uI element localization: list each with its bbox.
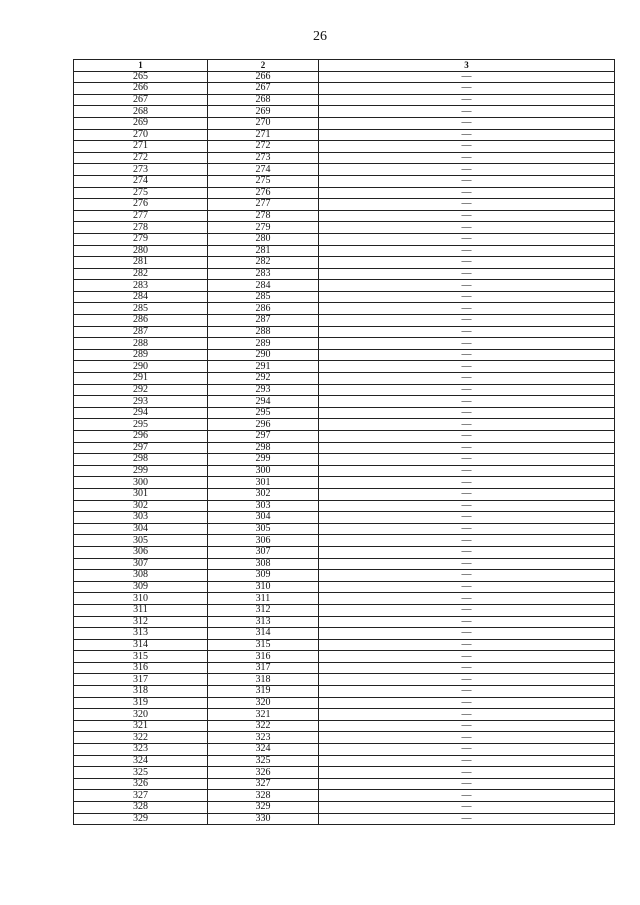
table-row [74,141,615,153]
table-cell-col3: — [319,651,615,663]
table-row [74,71,615,83]
table-row [74,291,615,303]
table-cell-col2: 307 [208,546,319,558]
table-row [74,604,615,616]
table-cell-col3: — [319,361,615,373]
table-row [74,686,615,698]
table-cell-col3: — [319,164,615,176]
table-cell-col2: 272 [208,141,319,153]
table-cell-col1: 285 [74,303,208,315]
table-cell-col1: 293 [74,396,208,408]
table-cell-col3: — [319,117,615,129]
table-cell-col1: 316 [74,662,208,674]
table-cell-col2: 275 [208,175,319,187]
table-cell-col2: 287 [208,315,319,327]
table-cell-col1: 313 [74,628,208,640]
table-cell-col1: 296 [74,431,208,443]
table-cell-col2: 282 [208,257,319,269]
table-cell-col1: 274 [74,175,208,187]
table-row [74,407,615,419]
table-cell-col1: 276 [74,199,208,211]
table-cell-col2: 317 [208,662,319,674]
table-cell-col1: 324 [74,755,208,767]
table-row [74,361,615,373]
table-cell-col3: — [319,778,615,790]
table-cell-col2: 276 [208,187,319,199]
table-cell-col3: — [319,175,615,187]
table-cell-col3: — [319,639,615,651]
table-cell-col3: — [319,291,615,303]
table-cell-col3: — [319,199,615,211]
table-cell-col2: 304 [208,512,319,524]
table-cell-col3: — [319,546,615,558]
table-cell-col2: 283 [208,268,319,280]
table-row [74,280,615,292]
table-cell-col2: 277 [208,199,319,211]
data-table [73,59,615,825]
table-cell-col1: 282 [74,268,208,280]
table-row [74,697,615,709]
table-cell-col1: 301 [74,488,208,500]
table-row [74,431,615,443]
table-cell-col2: 293 [208,384,319,396]
table-row [74,175,615,187]
table-row [74,164,615,176]
table-cell-col1: 312 [74,616,208,628]
table-cell-col1: 292 [74,384,208,396]
table-cell-col1: 315 [74,651,208,663]
table-cell-col1: 290 [74,361,208,373]
table-cell-col2: 266 [208,71,319,83]
table-cell-col1: 327 [74,790,208,802]
table-cell-col3: — [319,396,615,408]
table-cell-col1: 265 [74,71,208,83]
table-cell-col3: — [319,373,615,385]
table-row [74,315,615,327]
table-row [74,106,615,118]
table-cell-col1: 304 [74,523,208,535]
table-cell-col3: — [319,790,615,802]
table-cell-col2: 302 [208,488,319,500]
table-row [74,465,615,477]
table-row [74,570,615,582]
table-cell-col1: 295 [74,419,208,431]
table-cell-col2: 320 [208,697,319,709]
table-row [74,616,615,628]
table-cell-col2: 300 [208,465,319,477]
table-cell-col2: 321 [208,709,319,721]
table-row [74,488,615,500]
table-row [74,651,615,663]
table-row [74,396,615,408]
table-row [74,454,615,466]
table-row [74,720,615,732]
table-cell-col2: 270 [208,117,319,129]
table-cell-col3: — [319,604,615,616]
table-cell-col1: 303 [74,512,208,524]
table-cell-col3: — [319,94,615,106]
table-cell-col3: — [319,129,615,141]
table-row [74,639,615,651]
table-cell-col2: 298 [208,442,319,454]
table-cell-col3: — [319,662,615,674]
table-cell-col1: 269 [74,117,208,129]
table-cell-col1: 302 [74,500,208,512]
table-cell-col1: 297 [74,442,208,454]
table-row [74,744,615,756]
table-cell-col2: 296 [208,419,319,431]
table-row [74,581,615,593]
table-cell-col3: — [319,477,615,489]
table-cell-col3: — [319,257,615,269]
table-cell-col1: 288 [74,338,208,350]
table-cell-col1: 326 [74,778,208,790]
table-cell-col1: 273 [74,164,208,176]
table-cell-col1: 323 [74,744,208,756]
table-cell-col2: 279 [208,222,319,234]
table-row [74,802,615,814]
table-cell-col2: 324 [208,744,319,756]
table-cell-col1: 279 [74,233,208,245]
table-row [74,546,615,558]
table-cell-col3: — [319,268,615,280]
table-cell-col1: 321 [74,720,208,732]
table-row [74,778,615,790]
table-cell-col3: — [319,454,615,466]
table-cell-col3: — [319,570,615,582]
table-cell-col3: — [319,813,615,825]
table-cell-col2: 329 [208,802,319,814]
table-row [74,349,615,361]
table-row [74,628,615,640]
table-cell-col2: 323 [208,732,319,744]
table-cell-col2: 322 [208,720,319,732]
table-cell-col1: 306 [74,546,208,558]
table-row [74,442,615,454]
table-cell-col1: 286 [74,315,208,327]
table-cell-col2: 292 [208,373,319,385]
table-cell-col1: 281 [74,257,208,269]
table-cell-col2: 271 [208,129,319,141]
page-number: 26 [313,29,327,44]
table-cell-col2: 281 [208,245,319,257]
table-cell-col3: — [319,465,615,477]
table-cell-col2: 318 [208,674,319,686]
table-cell-col3: — [319,326,615,338]
table-cell-col2: 267 [208,83,319,95]
table-cell-col3: — [319,245,615,257]
table-cell-col1: 318 [74,686,208,698]
table-row [74,674,615,686]
table-body [74,71,615,825]
table-cell-col3: — [319,720,615,732]
table-cell-col2: 295 [208,407,319,419]
column-header-2: 2 [208,60,319,72]
table-row [74,732,615,744]
table-cell-col2: 303 [208,500,319,512]
table-cell-col3: — [319,431,615,443]
table-row [74,303,615,315]
table-row [74,222,615,234]
table-cell-col2: 299 [208,454,319,466]
table-cell-col2: 314 [208,628,319,640]
table-cell-col3: — [319,338,615,350]
table-cell-col1: 305 [74,535,208,547]
table-row [74,210,615,222]
table-cell-col1: 299 [74,465,208,477]
table-cell-col1: 329 [74,813,208,825]
table-cell-col2: 319 [208,686,319,698]
table-cell-col3: — [319,558,615,570]
table-cell-col1: 294 [74,407,208,419]
table-row [74,500,615,512]
table-cell-col3: — [319,674,615,686]
table-row [74,558,615,570]
table-cell-col2: 290 [208,349,319,361]
table-cell-col3: — [319,709,615,721]
table-cell-col3: — [319,384,615,396]
table-cell-col1: 291 [74,373,208,385]
table-cell-col2: 297 [208,431,319,443]
table-cell-col1: 267 [74,94,208,106]
table-cell-col3: — [319,442,615,454]
table-row [74,755,615,767]
table-cell-col3: — [319,697,615,709]
table-cell-col1: 268 [74,106,208,118]
table-cell-col2: 311 [208,593,319,605]
table-row [74,813,615,825]
table-cell-col3: — [319,500,615,512]
table-cell-col1: 307 [74,558,208,570]
table-cell-col2: 315 [208,639,319,651]
table-cell-col2: 309 [208,570,319,582]
table-row [74,117,615,129]
table-cell-col3: — [319,802,615,814]
table-cell-col2: 328 [208,790,319,802]
table-cell-col2: 312 [208,604,319,616]
table-cell-col3: — [319,686,615,698]
table-cell-col3: — [319,755,615,767]
table-row [74,419,615,431]
table-cell-col3: — [319,407,615,419]
table-row [74,535,615,547]
table-cell-col3: — [319,303,615,315]
table-cell-col2: 316 [208,651,319,663]
table-cell-col1: 272 [74,152,208,164]
table-cell-col1: 308 [74,570,208,582]
table-cell-col3: — [319,152,615,164]
table-row [74,767,615,779]
table-row [74,662,615,674]
table-cell-col2: 268 [208,94,319,106]
table-cell-col2: 284 [208,280,319,292]
table-cell-col3: — [319,187,615,199]
table-row [74,257,615,269]
table-cell-col2: 310 [208,581,319,593]
table-row [74,326,615,338]
table-cell-col3: — [319,512,615,524]
table-cell-col3: — [319,581,615,593]
table-row [74,152,615,164]
table-cell-col2: 308 [208,558,319,570]
table-cell-col1: 325 [74,767,208,779]
column-header-3: 3 [319,60,615,72]
table-row [74,790,615,802]
table-cell-col3: — [319,744,615,756]
table-row [74,477,615,489]
table-cell-col1: 284 [74,291,208,303]
table-cell-col3: — [319,210,615,222]
table-row [74,233,615,245]
table-cell-col2: 289 [208,338,319,350]
table-cell-col1: 287 [74,326,208,338]
table-cell-col3: — [319,71,615,83]
table-cell-col1: 311 [74,604,208,616]
column-header-1: 1 [74,60,208,72]
table-row [74,129,615,141]
table-row [74,83,615,95]
table-cell-col2: 326 [208,767,319,779]
table-cell-col1: 289 [74,349,208,361]
table-cell-col1: 275 [74,187,208,199]
table-cell-col2: 305 [208,523,319,535]
table-row [74,373,615,385]
table-cell-col3: — [319,349,615,361]
table-row [74,523,615,535]
table-cell-col3: — [319,419,615,431]
table-cell-col1: 278 [74,222,208,234]
table-cell-col3: — [319,280,615,292]
table-row [74,94,615,106]
table-cell-col1: 271 [74,141,208,153]
table-row [74,187,615,199]
table-cell-col2: 278 [208,210,319,222]
table-cell-col1: 277 [74,210,208,222]
table-cell-col2: 330 [208,813,319,825]
table-cell-col1: 310 [74,593,208,605]
table-cell-col1: 270 [74,129,208,141]
table-cell-col2: 301 [208,477,319,489]
table-cell-col1: 309 [74,581,208,593]
table-cell-col3: — [319,628,615,640]
table-cell-col3: — [319,535,615,547]
table-row [74,338,615,350]
table-cell-col2: 285 [208,291,319,303]
table-cell-col2: 294 [208,396,319,408]
table-row [74,593,615,605]
table-row [74,512,615,524]
table-cell-col3: — [319,315,615,327]
table-cell-col2: 325 [208,755,319,767]
table-cell-col2: 274 [208,164,319,176]
table-cell-col3: — [319,593,615,605]
table-header-row [74,60,615,72]
table-cell-col1: 283 [74,280,208,292]
table-cell-col2: 288 [208,326,319,338]
table-row [74,199,615,211]
table-cell-col3: — [319,767,615,779]
table-cell-col2: 313 [208,616,319,628]
table-cell-col3: — [319,83,615,95]
table-cell-col1: 320 [74,709,208,721]
table-cell-col2: 273 [208,152,319,164]
table-cell-col1: 328 [74,802,208,814]
table-cell-col2: 280 [208,233,319,245]
table-cell-col1: 317 [74,674,208,686]
table-row [74,245,615,257]
table-cell-col1: 298 [74,454,208,466]
table-cell-col1: 319 [74,697,208,709]
table-cell-col3: — [319,233,615,245]
table-cell-col1: 300 [74,477,208,489]
table-cell-col3: — [319,106,615,118]
table-cell-col1: 266 [74,83,208,95]
table-cell-col2: 306 [208,535,319,547]
table-cell-col2: 286 [208,303,319,315]
table-cell-col2: 269 [208,106,319,118]
table-cell-col3: — [319,616,615,628]
table-cell-col3: — [319,732,615,744]
table-cell-col3: — [319,488,615,500]
table-cell-col2: 327 [208,778,319,790]
table-cell-col1: 314 [74,639,208,651]
table-cell-col2: 291 [208,361,319,373]
table-row [74,268,615,280]
table-cell-col1: 322 [74,732,208,744]
table-cell-col3: — [319,523,615,535]
table-cell-col1: 280 [74,245,208,257]
table-row [74,709,615,721]
table-cell-col3: — [319,222,615,234]
table-cell-col3: — [319,141,615,153]
table-row [74,384,615,396]
